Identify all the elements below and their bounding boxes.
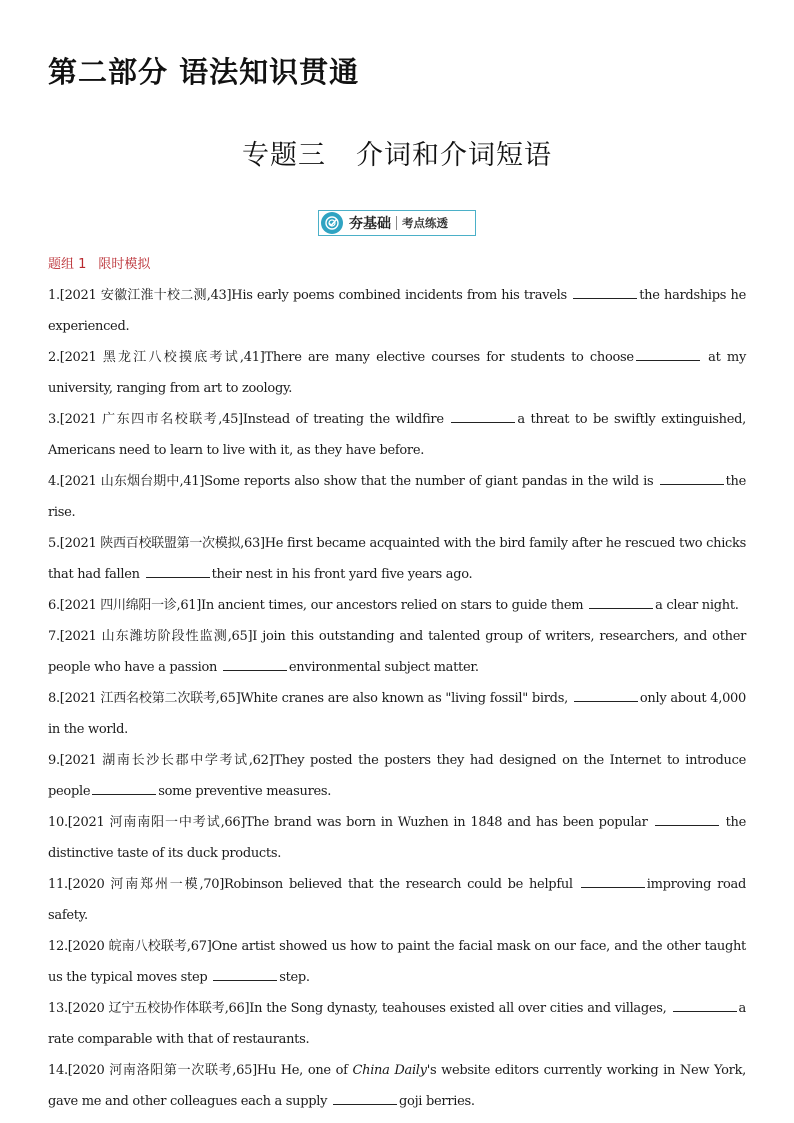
question-text: some preventive measures. [158, 784, 332, 799]
group-label [48, 253, 150, 272]
question-item [48, 931, 746, 993]
question-text: 14.[2020 河南洛阳第一次联考,65]Hu He, one of [48, 1063, 353, 1078]
answer-blank[interactable] [451, 410, 515, 423]
group-desc: 限时模拟 [98, 257, 151, 272]
group-name: 题组 1 [48, 257, 87, 272]
question-text: 2.[2021 黑龙江八校摸底考试,41]There are many elective courses for students to choose [48, 350, 634, 365]
question-text: environmental subject matter. [288, 660, 479, 675]
question-text: 12.[2020 皖南八校联考,67]One artist showed us how to paint the facial mask on our face, and the other taught us the typical moves step [48, 939, 746, 985]
topic-number: 专题三 [242, 140, 326, 171]
topic-name: 介词和介词短语 [356, 140, 552, 171]
question-text: 8.[2021 江西名校第二次联考,65]White cranes are also known as "living fossil" birds, [48, 691, 572, 706]
target-check-icon [321, 212, 343, 234]
question-italic-text: China Daily [352, 1063, 427, 1078]
badge-main-label: 夯基础 [349, 216, 391, 232]
question-text: 11.[2020 河南郑州一模,70]Robinson believed that the research could be helpful [48, 877, 579, 892]
question-item [48, 528, 746, 590]
answer-blank[interactable] [333, 1092, 397, 1105]
question-text: 3.[2021 广东四市名校联考,45]Instead of treating the wildfire [48, 412, 450, 427]
answer-blank[interactable] [146, 565, 210, 578]
question-item [48, 683, 746, 745]
badge-divider [396, 216, 397, 230]
question-text: the rise. [48, 474, 746, 520]
question-text: step. [279, 970, 310, 985]
answer-blank[interactable] [673, 999, 737, 1012]
question-text: a threat to be swiftly extinguished, Americans need to learn to live with it, as they have before. [48, 412, 746, 458]
answer-blank[interactable] [636, 348, 700, 361]
question-text: 6.[2021 四川绵阳一诊,61]In ancient times, our ancestors relied on stars to guide them [48, 598, 588, 613]
question-item [48, 745, 746, 807]
question-text: the hardships he experienced. [48, 288, 746, 334]
answer-blank[interactable] [223, 658, 287, 671]
question-item [48, 404, 746, 466]
question-text: improving road safety. [48, 877, 746, 923]
answer-blank[interactable] [92, 782, 156, 795]
question-text: goji berries. [399, 1094, 475, 1109]
question-item [48, 869, 746, 931]
section-badge [318, 210, 476, 236]
question-text: 7.[2021 山东潍坊阶段性监测,65]I join this outstanding and talented group of writers, researchers, and other people who have a passion [48, 629, 746, 675]
question-text: 4.[2021 山东烟台期中,41]Some reports also show that the number of giant pandas in the wild is [48, 474, 658, 489]
question-item [48, 993, 746, 1055]
answer-blank[interactable] [574, 689, 638, 702]
question-text: the distinctive taste of its duck products. [48, 815, 746, 861]
question-text: a rate comparable with that of restaurants. [48, 1001, 746, 1047]
question-text: 10.[2021 河南南阳一中考试,66]The brand was born in Wuzhen in 1848 and has been popular [48, 815, 653, 830]
question-text: their nest in his front yard five years ago. [211, 567, 473, 582]
badge-sub-label: 考点练透 [402, 216, 448, 230]
answer-blank[interactable] [589, 596, 653, 609]
question-item [48, 590, 746, 621]
question-text: 9.[2021 湖南长沙长郡中学考试,62]They posted the posters they had designed on the Internet to introduce people [48, 753, 746, 799]
question-item [48, 280, 746, 342]
answer-blank[interactable] [573, 286, 637, 299]
question-item [48, 1055, 746, 1117]
question-text: 5.[2021 陕西百校联盟第一次模拟,63]He first became acquainted with the bird family after he rescued two chicks that had fallen [48, 536, 746, 582]
question-item [48, 621, 746, 683]
question-text: only about 4,000 in the world. [48, 691, 746, 737]
question-text: 's website editors currently working in New York, gave me and other colleagues each a supply [48, 1063, 747, 1109]
question-item [48, 807, 746, 869]
question-text: 1.[2021 安徽江淮十校二测,43]His early poems combined incidents from his travels [48, 288, 572, 303]
question-text: a clear night. [655, 598, 739, 613]
question-text: 13.[2020 辽宁五校协作体联考,66]In the Song dynasty, teahouses existed all over cities and villages, [48, 1001, 671, 1016]
answer-blank[interactable] [581, 875, 645, 888]
answer-blank[interactable] [213, 968, 277, 981]
answer-blank[interactable] [655, 813, 719, 826]
question-text: at my university, ranging from art to zoology. [48, 350, 746, 396]
topic-title [0, 133, 794, 172]
question-item [48, 342, 746, 404]
part-title: 第二部分 语法知识贯通 [48, 55, 360, 89]
question-item [48, 466, 746, 528]
answer-blank[interactable] [660, 472, 724, 485]
question-list [48, 280, 746, 1117]
